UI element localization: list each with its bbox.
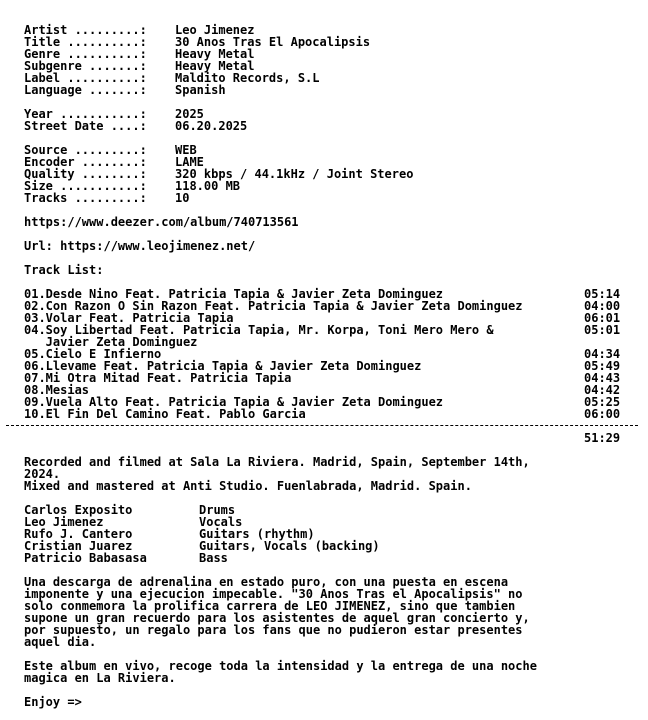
track-time: 05:25 bbox=[584, 395, 621, 409]
credit-name: Cristian Juarez bbox=[24, 539, 133, 553]
track-title: 09.Vuela Alto Feat. Patricia Tapia & Javier Zeta Dominguez bbox=[24, 395, 444, 409]
deezer-link[interactable]: https://www.deezer.com/album/740713561 bbox=[24, 215, 299, 229]
credit-name: Patricio Babasasa bbox=[24, 551, 147, 565]
info-value-tracks: 10 bbox=[175, 191, 190, 205]
track-time: 04:34 bbox=[584, 347, 621, 361]
credit-role: Guitars, Vocals (backing) bbox=[199, 539, 380, 553]
description-line: solo conmemora la prolifica carrera de LEO JIMENEZ, sino que tambien bbox=[24, 599, 516, 613]
info-key-year: Year ...........: bbox=[24, 107, 147, 121]
info-value-year: 2025 bbox=[175, 107, 204, 121]
track-time: 05:49 bbox=[584, 359, 621, 373]
closing-line: Este album en vivo, recoge toda la intensidad y la entrega de una noche bbox=[24, 659, 537, 673]
track-time: 06:01 bbox=[584, 311, 621, 325]
info-key-artist: Artist .........: bbox=[24, 23, 147, 37]
info-value-title: 30 Anos Tras El Apocalipsis bbox=[175, 35, 371, 49]
info-value-quality: 320 kbps / 44.1kHz / Joint Stereo bbox=[175, 167, 414, 181]
tracklist-heading: Track List: bbox=[24, 263, 104, 277]
info-key-subgenre: Subgenre .......: bbox=[24, 59, 147, 73]
url-line[interactable]: Url: https://www.leojimenez.net/ bbox=[24, 239, 256, 253]
track-title: 07.Mi Otra Mitad Feat. Patricia Tapia bbox=[24, 371, 292, 385]
track-time: 04:00 bbox=[584, 299, 621, 313]
info-key-language: Language .......: bbox=[24, 83, 147, 97]
track-time: 06:00 bbox=[584, 407, 621, 421]
description-line: aquel dia. bbox=[24, 635, 97, 649]
info-key-encoder: Encoder ........: bbox=[24, 155, 147, 169]
info-value-subgenre: Heavy Metal bbox=[175, 59, 255, 73]
description-line: supone un gran recuerdo para los asistentes de aquel gran concierto y, bbox=[24, 611, 530, 625]
closing-line: magica en La Riviera. bbox=[24, 671, 176, 685]
track-title: 10.El Fin Del Camino Feat. Pablo Garcia bbox=[24, 407, 306, 421]
note-line: Recorded and filmed at Sala La Riviera. Madrid, Spain, September 14th, bbox=[24, 455, 530, 469]
track-title: 03.Volar Feat. Patricia Tapia bbox=[24, 311, 234, 325]
info-value-source: WEB bbox=[175, 143, 197, 157]
info-key-tracks: Tracks .........: bbox=[24, 191, 147, 205]
description-line: por supuesto, un regalo para los fans que no pudieron estar presentes bbox=[24, 623, 523, 637]
info-key-label: Label ..........: bbox=[24, 71, 147, 85]
info-key-source: Source .........: bbox=[24, 143, 147, 157]
credit-role: Bass bbox=[199, 551, 228, 565]
credit-role: Vocals bbox=[199, 515, 243, 529]
track-title: 08.Mesias bbox=[24, 383, 90, 397]
note-line: 2024. bbox=[24, 467, 61, 481]
track-title: 02.Con Razon O Sin Razon Feat. Patricia Tapia & Javier Zeta Dominguez bbox=[24, 299, 523, 313]
track-time: 04:43 bbox=[584, 371, 621, 385]
info-value-street-date: 06.20.2025 bbox=[175, 119, 248, 133]
track-time: 05:01 bbox=[584, 323, 621, 337]
credit-name: Carlos Exposito bbox=[24, 503, 133, 517]
credit-role: Drums bbox=[199, 503, 236, 517]
info-key-quality: Quality ........: bbox=[24, 167, 147, 181]
info-key-title: Title ..........: bbox=[24, 35, 147, 49]
track-time: 05:14 bbox=[584, 287, 621, 301]
track-title: 05.Cielo E Infierno bbox=[24, 347, 162, 361]
info-value-artist: Leo Jimenez bbox=[175, 23, 255, 37]
credit-role: Guitars (rhythm) bbox=[199, 527, 315, 541]
track-title: 06.Llevame Feat. Patricia Tapia & Javier Zeta Dominguez bbox=[24, 359, 422, 373]
info-value-encoder: LAME bbox=[175, 155, 204, 169]
info-key-street-date: Street Date ....: bbox=[24, 119, 147, 133]
track-title: 01.Desde Nino Feat. Patricia Tapia & Javier Zeta Dominguez bbox=[24, 287, 444, 301]
info-value-size: 118.00 MB bbox=[175, 179, 241, 193]
info-value-genre: Heavy Metal bbox=[175, 47, 255, 61]
total-time: 51:29 bbox=[584, 431, 621, 445]
description-line: Una descarga de adrenalina en estado puro, con una puesta en escena bbox=[24, 575, 509, 589]
info-key-size: Size ...........: bbox=[24, 179, 147, 193]
info-key-genre: Genre ..........: bbox=[24, 47, 147, 61]
credit-name: Rufo J. Cantero bbox=[24, 527, 133, 541]
credit-name: Leo Jimenez bbox=[24, 515, 104, 529]
info-value-label: Maldito Records, S.L bbox=[175, 71, 320, 85]
signoff: Enjoy => bbox=[24, 695, 82, 709]
info-value-language: Spanish bbox=[175, 83, 226, 97]
track-title-continued: Javier Zeta Dominguez bbox=[24, 335, 198, 349]
track-time: 04:42 bbox=[584, 383, 621, 397]
note-line: Mixed and mastered at Anti Studio. Fuenlabrada, Madrid. Spain. bbox=[24, 479, 472, 493]
track-title: 04.Soy Libertad Feat. Patricia Tapia, Mr. Korpa, Toni Mero Mero & bbox=[24, 323, 494, 337]
divider-rule bbox=[6, 425, 638, 426]
description-line: imponente y una ejecucion impecable. "30 Anos Tras el Apocalipsis" no bbox=[24, 587, 523, 601]
